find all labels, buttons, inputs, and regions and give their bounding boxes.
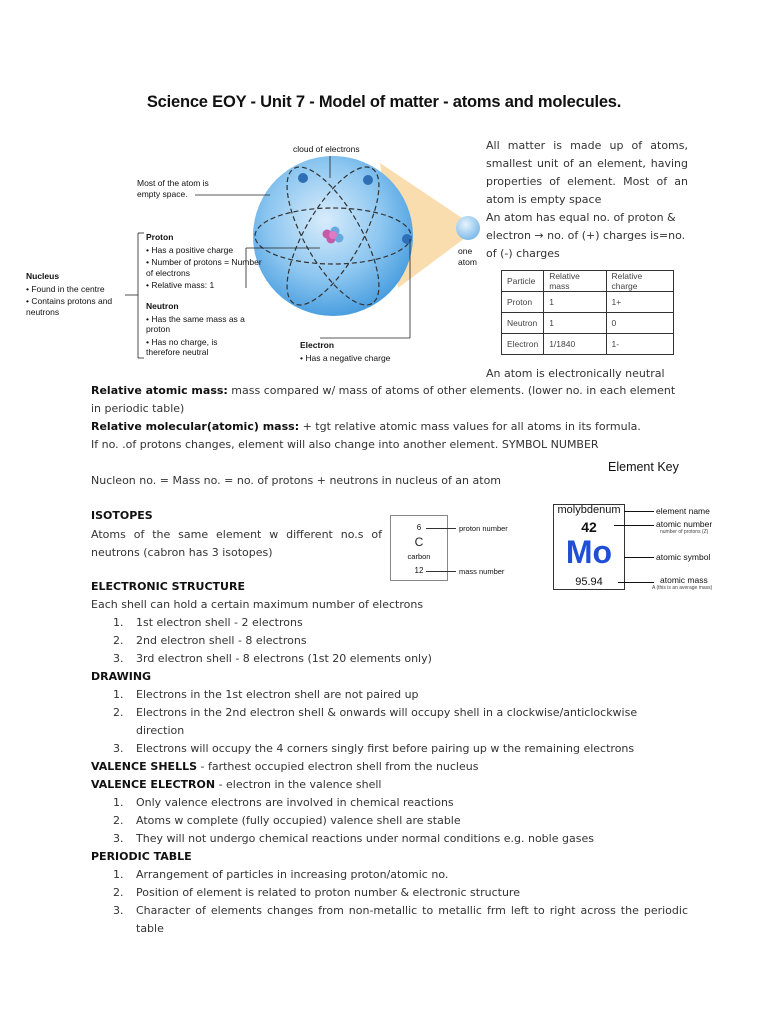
rmm-term: Relative molecular(atomic) mass:: [91, 420, 300, 433]
neutral-note: An atom is electronically neutral: [486, 367, 665, 380]
nucleus-item: • Found in the centre: [26, 283, 105, 294]
valence-electron-term: VALENCE ELECTRON: [91, 778, 216, 791]
table-cell: 1: [544, 313, 606, 334]
list-item: 2. Electrons in the 2nd electron shell & onwards will occupy shell in a clockwise/anticlockwise direction: [113, 706, 638, 737]
nucleus-heading: Nucleus: [26, 271, 60, 281]
table-cell: 1-: [606, 334, 673, 355]
valence-list: [91, 794, 688, 848]
table-cell: Proton: [502, 292, 544, 313]
valence-shells-term: VALENCE SHELLS: [91, 760, 198, 773]
ram-definition: Relative atomic mass: mass compared w/ mass of atoms of other elements. (lower no. in each element in periodic table): [91, 384, 676, 415]
atomic-symbol-label: atomic symbol: [656, 552, 711, 562]
nucleon-line: Nucleon no. = Mass no. = no. of protons + neutrons in nucleus of an atom: [91, 474, 502, 487]
proton-number-label: proton number: [459, 524, 508, 533]
carbon-proton: 6: [416, 523, 422, 532]
list-item: 2. 2nd electron shell - 8 electrons: [113, 634, 307, 647]
empty-space-label: Most of the atom is empty space.: [137, 178, 209, 199]
table-cell: 1+: [606, 292, 673, 313]
list-item: 3. 3rd electron shell - 8 electrons (1st 20 elements only): [113, 652, 432, 665]
carbon-name: carbon: [407, 552, 431, 561]
one-atom-label: one atom: [458, 246, 477, 267]
neutron-heading: Neutron: [146, 301, 179, 311]
electron-item: • Has a negative charge: [300, 352, 391, 363]
element-name-label: element name: [656, 506, 710, 516]
rmm-definition: Relative molecular(atomic) mass: + tgt relative atomic mass values for all atoms in its formula.: [91, 420, 641, 433]
atomic-mass-label: atomic mass: [660, 575, 708, 585]
table-row: [502, 334, 674, 355]
periodic-heading: PERIODIC TABLE: [91, 850, 192, 863]
cloud-label: cloud of electrons: [293, 144, 360, 154]
table-header-row: [502, 271, 674, 292]
neutron-item: • Has the same mass as a proton: [146, 313, 245, 334]
drawing-heading: DRAWING: [91, 670, 152, 683]
isotopes-heading: ISOTOPES: [91, 509, 153, 522]
electron-box: [300, 340, 420, 363]
list-item: 2. Atoms w complete (fully occupied) valence shell are stable: [113, 814, 461, 827]
intro-text: [486, 137, 688, 263]
list-item: 3. They will not undergo chemical reactions under normal conditions e.g. noble gases: [113, 832, 594, 845]
element-mass: 95.94: [575, 576, 603, 588]
intro-line: An atom has equal no. of proton & electron → no. of (+) charges is=no. of (-) charges: [486, 211, 686, 260]
atomic-number-sub: number of protons (Z): [660, 529, 709, 535]
nucleus-item: • Contains protons and neutrons: [26, 296, 113, 317]
list-item: 3. Character of elements changes from non-metallic to metallic frm left to right across the periodic table: [113, 904, 688, 935]
table-cell: 1: [544, 292, 606, 313]
list-item: 1. Only valence electrons are involved in chemical reactions: [113, 796, 454, 809]
ram-term: Relative atomic mass:: [91, 384, 228, 397]
leader-line: [426, 571, 456, 572]
valence-shells-line: VALENCE SHELLS - farthest occupied electron shell from the nucleus: [91, 760, 479, 773]
table-header: Relative mass: [544, 271, 606, 292]
leader-line: [624, 557, 654, 558]
leader-line: [614, 525, 654, 526]
proton-item: • Has a positive charge: [146, 244, 234, 255]
intro-line: All matter is made up of atoms, smallest unit of an element, having properties of element. Most of an atom is empty space: [486, 139, 688, 206]
list-item: 1. Electrons in the 1st electron shell are not paired up: [113, 688, 419, 701]
periodic-list: [91, 866, 688, 938]
element-name: molybdenum: [557, 504, 621, 516]
atomic-number-label: atomic number: [656, 519, 713, 529]
element-number: 42: [581, 519, 597, 535]
element-symbol: Mo: [565, 534, 613, 570]
neutron-item: • Has no charge, is therefore neutral: [146, 336, 218, 357]
list-item: 3. Electrons will occupy the 4 corners singly first before pairing up w the remaining electrons: [113, 742, 635, 755]
carbon-example: [390, 515, 518, 583]
element-key-title: Element Key: [608, 460, 679, 474]
electronic-intro: Each shell can hold a certain maximum number of electrons: [91, 598, 424, 611]
electronic-list: [91, 614, 688, 668]
lower-sections: [91, 578, 688, 938]
nucleus-box: [26, 271, 136, 317]
atomic-mass-sub: A (this is an average mass): [652, 585, 713, 591]
proton-item: • Number of protons = Number of electrons: [146, 257, 262, 278]
leader-line: [624, 511, 654, 512]
electronic-heading: ELECTRONIC STRUCTURE: [91, 580, 245, 593]
proton-box: [146, 232, 266, 291]
leader-line: [426, 528, 456, 529]
table-cell: 0: [606, 313, 673, 334]
table-cell: 1/1840: [544, 334, 606, 355]
protons-line: If no. .of protons changes, element will also change into another element. SYMBOL NUMBER: [91, 438, 599, 451]
table-header: Particle: [502, 271, 544, 292]
table-header: Relative charge: [606, 271, 673, 292]
electron-heading: Electron: [300, 340, 335, 350]
proton-heading: Proton: [146, 232, 174, 242]
mass-number-label: mass number: [459, 567, 505, 576]
table-row: [502, 292, 674, 313]
atom-diagram: [20, 138, 490, 373]
table-cell: Electron: [502, 334, 544, 355]
table-row: [502, 313, 674, 334]
drawing-list: [91, 686, 688, 758]
carbon-symbol: C: [414, 535, 424, 549]
isotopes-section: [91, 507, 382, 562]
valence-electron-line: VALENCE ELECTRON - electron in the valence shell: [91, 778, 382, 791]
isotopes-text: Atoms of the same element w different no.s of neutrons (cabron has 3 isotopes): [91, 528, 382, 559]
element-key: [552, 458, 732, 598]
neutron-box: [146, 301, 246, 358]
page-title: Science EOY - Unit 7 - Model of matter - atoms and molecules.: [146, 93, 622, 111]
list-item: 2. Position of element is related to proton number & electronic structure: [113, 886, 520, 899]
table-cell: Neutron: [502, 313, 544, 334]
list-item: 1. 1st electron shell - 2 electrons: [113, 616, 303, 629]
particle-table: [501, 270, 674, 355]
carbon-mass: 12: [414, 566, 424, 575]
proton-item: • Relative mass: 1: [146, 280, 215, 290]
list-item: 1. Arrangement of particles in increasing proton/atomic no.: [113, 868, 449, 881]
